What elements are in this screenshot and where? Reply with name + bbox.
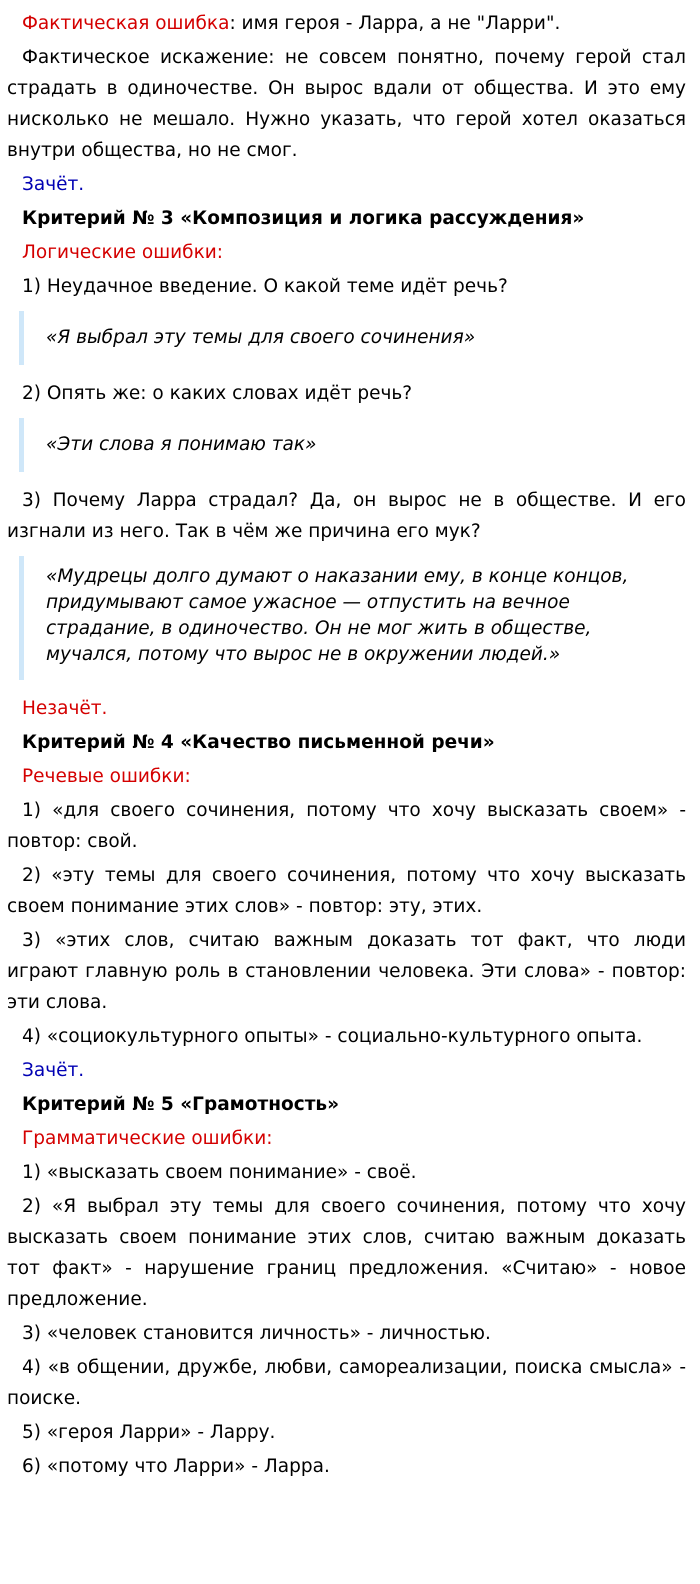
criterion-3-item-1: 1) Неудачное введение. О какой теме идёт речь?: [22, 276, 508, 297]
factual-error-label: Фактическая ошибка: [22, 13, 230, 34]
essay-review: [7, 0, 686, 1482]
list-item: 3) «человек становится личность» - личностью.: [22, 1323, 491, 1344]
verdict-criterion-3: Незачёт.: [22, 698, 108, 719]
list-item: 6) «потому что Ларри» - Ларра.: [22, 1456, 330, 1477]
factual-error-text: : имя героя - Ларра, а не "Ларри".: [229, 13, 561, 34]
list-item: 2) «эту темы для своего сочинения, потому что хочу высказать своем понимание этих слов» - повтор: эту, этих.: [7, 865, 686, 917]
list-item: 2) «Я выбрал эту темы для своего сочинения, потому что хочу высказать своем понимание этих слов, считаю важным доказать тот факт» - нарушение границ предложения. «Считаю» - новое предложение.: [7, 1196, 686, 1310]
verdict-criterion-4: Зачёт.: [22, 1060, 85, 1081]
factual-error-line: [7, 0, 686, 39]
quote-3: «Мудрецы долго думают о наказании ему, в конце концов, придумывают самое ужасное — отпустить на вечное страдание, в одиночество. Он не мог жить в обществе, мучался, потому что вырос не в окружении людей.»: [19, 556, 686, 680]
criterion-4-subtitle: Речевые ошибки:: [22, 766, 191, 787]
quote-1: «Я выбрал эту темы для своего сочинения»: [19, 311, 686, 365]
quote-2: «Эти слова я понимаю так»: [19, 418, 686, 472]
list-item: 5) «героя Ларри» - Ларру.: [22, 1422, 276, 1443]
criterion-3-item-2: 2) Опять же: о каких словах идёт речь?: [22, 383, 413, 404]
verdict-factual: Зачёт.: [22, 174, 85, 195]
list-item: 1) «высказать своем понимание» - своё.: [22, 1162, 417, 1183]
list-item: 3) «этих слов, считаю важным доказать тот факт, что люди играют главную роль в становлении человека. Эти слова» - повтор: эти слова.: [7, 930, 686, 1013]
criterion-3-title: Критерий № 3 «Композиция и логика рассуждения»: [22, 208, 585, 229]
list-item: 4) «в общении, дружбе, любви, самореализации, поиска смысла» - поиске.: [7, 1357, 686, 1409]
criterion-3-subtitle: Логические ошибки:: [22, 242, 224, 263]
factual-distortion: Фактическое искажение: не совсем понятно, почему герой стал страдать в одиночестве. Он вырос вдали от общества. И это ему нисколько не мешало. Нужно указать, что герой хотел оказаться внутри общества, но не смог.: [7, 47, 686, 161]
list-item: 4) «социокультурного опыты» - социально-культурного опыта.: [22, 1026, 643, 1047]
criterion-5-title: Критерий № 5 «Грамотность»: [22, 1094, 340, 1115]
criterion-4-title: Критерий № 4 «Качество письменной речи»: [22, 732, 495, 753]
list-item: 1) «для своего сочинения, потому что хочу высказать своем» - повтор: свой.: [7, 800, 686, 852]
criterion-3-item-3: 3) Почему Ларра страдал? Да, он вырос не в обществе. И его изгнали из него. Так в чём же причина его мук?: [7, 490, 686, 542]
criterion-5-subtitle: Грамматические ошибки:: [22, 1128, 273, 1149]
